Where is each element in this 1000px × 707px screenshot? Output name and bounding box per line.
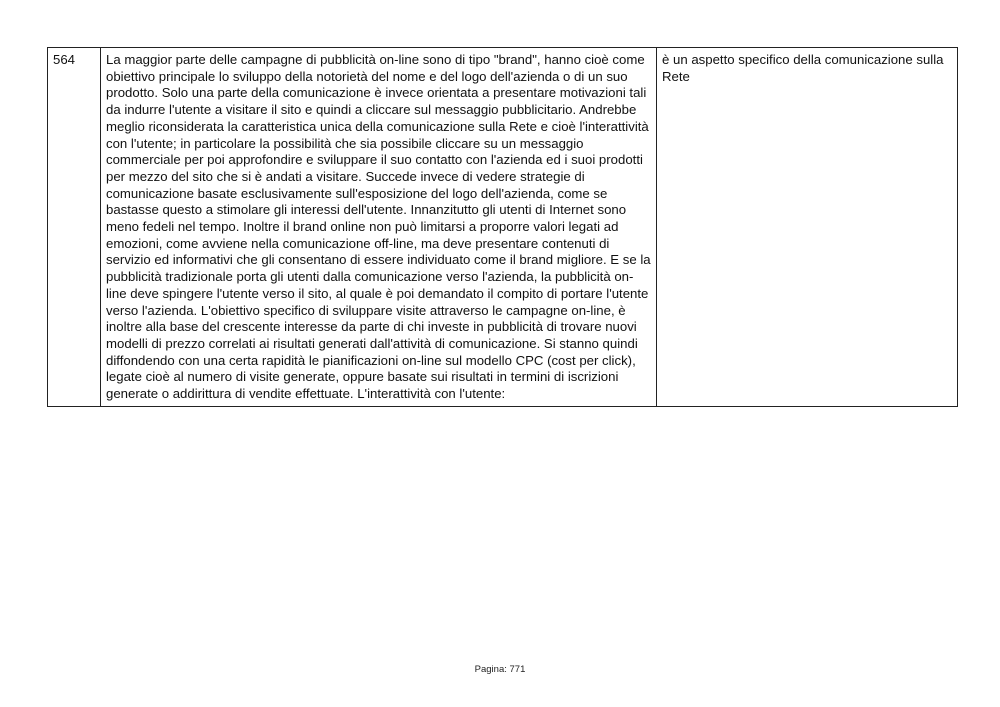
answer-cell: è un aspetto specifico della comunicazione sulla Rete bbox=[657, 48, 958, 407]
question-number-cell: 564 bbox=[48, 48, 101, 407]
page-number-footer: Pagina: 771 bbox=[474, 664, 526, 675]
question-text-cell: La maggior parte delle campagne di pubblicità on-line sono di tipo "brand", hanno cioè come obiettivo principale lo sviluppo della notorietà del nome e del logo dell'azienda o di un suo prodotto. Solo una parte della comunicazione è invece orientata a presentare motivazioni tali da indurre l'utente a visitare il sito e quindi a cliccare sul messaggio pubblicitario. Andrebbe meglio riconsiderata la caratteristica unica della comunicazione sulla Rete e cioè l'interattività con l'utente; in particolare la possibilità che sia possibile cliccare su un messaggio commerciale per poi approfondire e sviluppare il suo contatto con l'azienda ed i suoi prodotti per mezzo del sito che si è andati a visitare. Succede invece di vedere strategie di comunicazione basate esclusivamente sull'esposizione del logo dell'azienda, come se bastasse questo a stimolare gli interessi dell'utente. Innanzitutto gli utenti di Internet sono meno fedeli nel tempo. Inoltre il brand online non può limitarsi a proporre valori legati ad emozioni, come avviene nella comunicazione off-line, ma deve presentare contenuti di servizio ed informativi che gli consentano di essere individuato come il brand migliore. E se la pubblicità tradizionale porta gli utenti dalla comunicazione verso l'azienda, la pubblicità on-line deve spingere l'utente verso il sito, al quale è poi demandato il compito di portare l'utente verso l'azienda. L'obiettivo specifico di sviluppare visite attraverso le campagne on-line, è inoltre alla base del crescente interesse da parte di chi investe in pubblicità di trovare nuovi modelli di prezzo correlati ai risultati generati dall'attività di comunicazione. Si stanno quindi diffondendo con una certa rapidità le pianificazioni on-line sul modello CPC (cost per click), legate cioè al numero di visite generate, oppure basate sui risultati in termini di iscrizioni generate o addirittura di vendite effettuate. L'interattività con l'utente: bbox=[101, 48, 657, 407]
table-row bbox=[48, 48, 958, 407]
question-table bbox=[47, 47, 958, 407]
